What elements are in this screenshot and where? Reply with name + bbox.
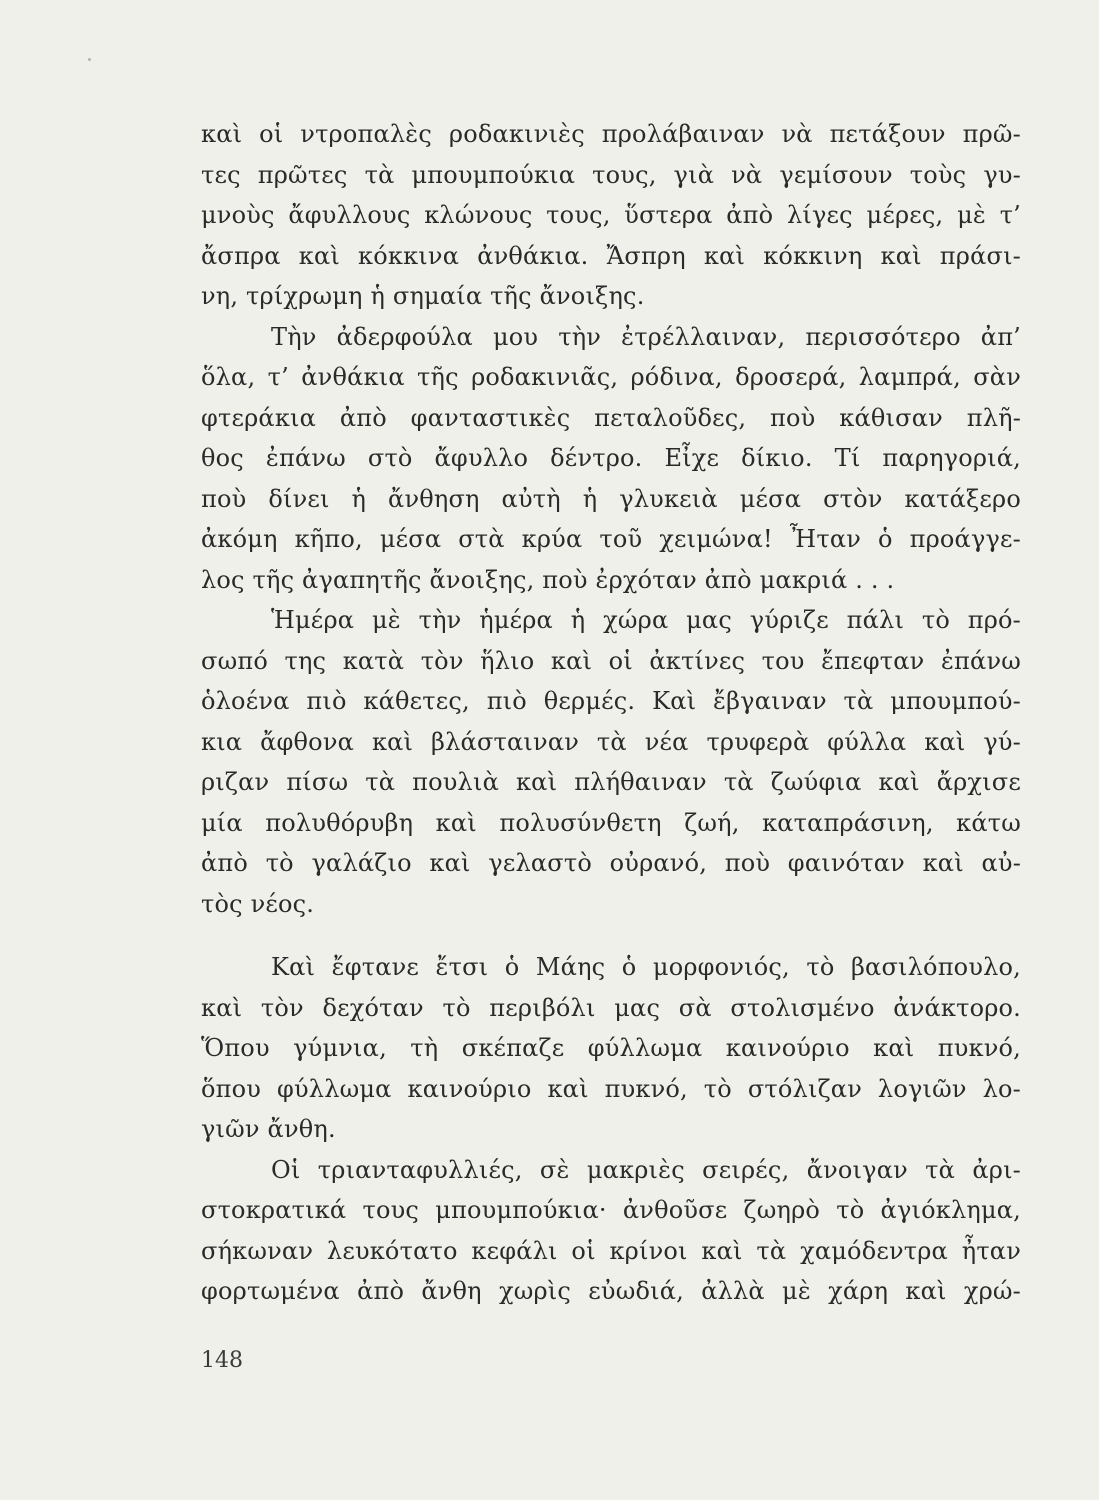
page-number: 148	[201, 1348, 243, 1373]
text-line: μνοὺς ἄφυλλους κλώνους τους, ὕστερα ἀπὸ λίγες μέρες, μὲ τ’	[201, 201, 1021, 229]
text-line: γιῶν ἄνθη.	[201, 1115, 336, 1143]
text-line: νη, τρίχρωμη ἡ σημαία τῆς ἄνοιξης.	[201, 282, 645, 310]
text-line: ἀπὸ τὸ γαλάζιο καὶ γελαστὸ οὐρανό, ποὺ φαινόταν καὶ αὐ-	[201, 849, 1021, 877]
text-line: θος ἐπάνω στὸ ἄφυλλο δέντρο. Εἶχε δίκιο. Τί παρηγοριά,	[201, 444, 1021, 472]
text-line: ὅλα, τ’ ἀνθάκια τῆς ροδακινιᾶς, ρόδινα, δροσερά, λαμπρά, σὰν	[201, 363, 1021, 391]
text-line: Ἡμέρα μὲ τὴν ἡμέρα ἡ χώρα μας γύριζε πάλι τὸ πρό-	[271, 606, 1021, 634]
text-line: στοκρατικά τους μπουμπούκια· ἀνθοῦσε ζωηρὸ τὸ ἀγιόκλημα,	[201, 1196, 1021, 1224]
text-line: Οἱ τριανταφυλλιές, σὲ μακριὲς σειρές, ἄνοιγαν τὰ ἀρι-	[271, 1155, 1021, 1184]
text-line: ποὺ δίνει ἡ ἄνθηση αὐτὴ ἡ γλυκειὰ μέσα στὸν κατάξερο	[201, 484, 1021, 513]
text-line: ὁλοένα πιὸ κάθετες, πιὸ θερμές. Καὶ ἔβγαιναν τὰ μπουμπού-	[201, 687, 1021, 715]
text-line: ἄσπρα καὶ κόκκινα ἀνθάκια. Ἄσπρη καὶ κόκκινη καὶ πράσι-	[201, 241, 1021, 270]
text-line: ριζαν πίσω τὰ πουλιὰ καὶ πλήθαιναν τὰ ζωύφια καὶ ἄρχισε	[201, 768, 1021, 796]
text-line: Καὶ ἔφτανε ἔτσι ὁ Μάης ὁ μορφονιός, τὸ βασιλόπουλο,	[271, 953, 1021, 981]
text-line: τὸς νέος.	[201, 889, 315, 918]
text-line: Τὴν ἀδερφούλα μου τὴν ἐτρέλλαιναν, περισσότερο ἀπ’	[271, 322, 1021, 351]
text-line: σωπό της κατὰ τὸν ἥλιο καὶ οἱ ἀκτίνες του ἔπεφταν ἐπάνω	[201, 646, 1021, 675]
text-line: σήκωναν λευκότατο κεφάλι οἱ κρίνοι καὶ τὰ χαμόδεντρα ἦταν	[201, 1236, 1021, 1265]
paper-speck	[88, 58, 91, 61]
text-section-1	[201, 114, 1021, 924]
text-line: ὅπου φύλλωμα καινούριο καὶ πυκνό, τὸ στόλιζαν λογιῶν λο-	[201, 1074, 1021, 1103]
text-line: φορτωμένα ἀπὸ ἄνθη χωρὶς εὐωδιά, ἀλλὰ μὲ χάρη καὶ χρώ-	[201, 1277, 1021, 1305]
text-line: κια ἄφθονα καὶ βλάσταιναν τὰ νέα τρυφερὰ φύλλα καὶ γύ-	[201, 727, 1021, 756]
text-line: ἀκόμη κῆπο, μέσα στὰ κρύα τοῦ χειμώνα! Ἦταν ὁ προάγγε-	[201, 525, 1021, 553]
text-line: φτεράκια ἀπὸ φανταστικὲς πεταλοῦδες, ποὺ κάθισαν πλῆ-	[201, 403, 1021, 432]
text-line: καὶ οἱ ντροπαλὲς ροδακινιὲς προλάβαιναν νὰ πετάξουν πρῶ-	[201, 120, 1021, 148]
text-line: Ὅπου γύμνια, τὴ σκέπαζε φύλλωμα καινούριο καὶ πυκνό,	[201, 1034, 1021, 1062]
text-section-2	[201, 947, 1021, 1312]
text-line: μία πολυθόρυβη καὶ πολυσύνθετη ζωή, καταπράσινη, κάτω	[201, 808, 1021, 837]
text-line: τες πρῶτες τὰ μπουμπούκια τους, γιὰ νὰ γεμίσουν τοὺς γυ-	[201, 160, 1021, 189]
text-line: καὶ τὸν δεχόταν τὸ περιβόλι μας σὰ στολισμένο ἀνάκτορο.	[201, 993, 1021, 1022]
text-line: λος τῆς ἀγαπητῆς ἄνοιξης, ποὺ ἐρχόταν ἀπὸ μακριά . . .	[201, 565, 895, 594]
